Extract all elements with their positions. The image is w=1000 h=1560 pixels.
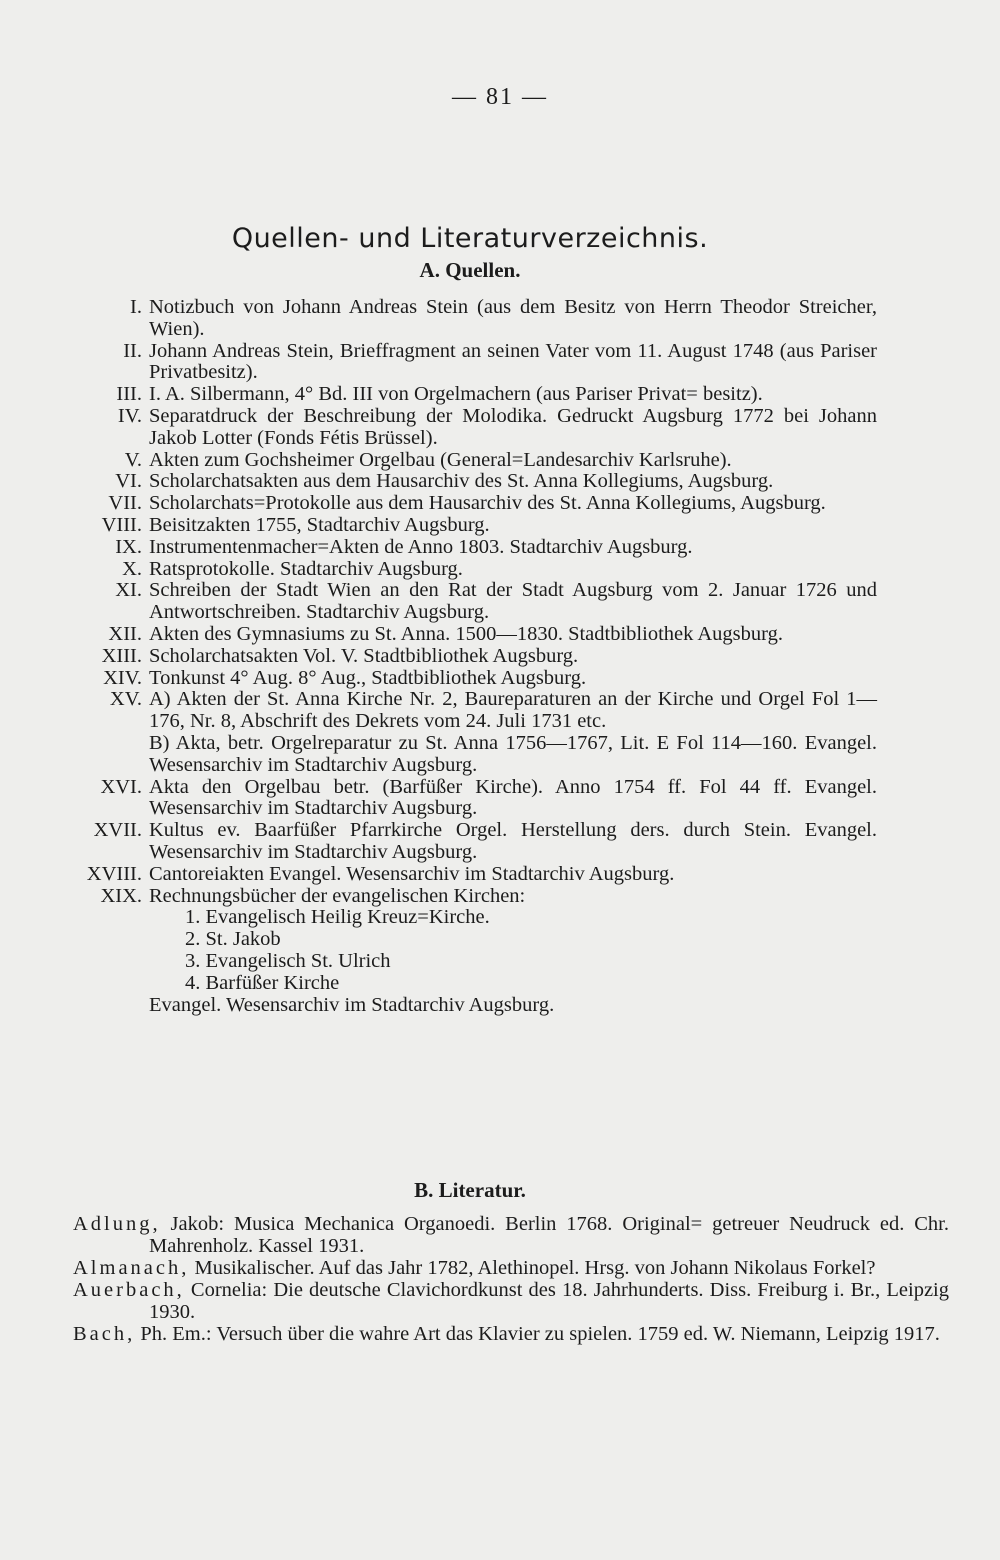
source-entry bbox=[0, 450, 877, 472]
source-entry bbox=[0, 886, 877, 1017]
source-text: Instrumentenmacher=Akten de Anno 1803. Stadtarchiv Augsburg. bbox=[149, 535, 693, 558]
source-entry bbox=[0, 471, 877, 493]
source-entry bbox=[0, 515, 877, 537]
source-text: Rechnungsbücher der evangelischen Kirchen: bbox=[149, 884, 526, 907]
section-heading-literature: B. Literatur. bbox=[414, 1178, 526, 1202]
source-entry bbox=[0, 341, 877, 385]
source-entry bbox=[0, 624, 877, 646]
source-number: XIX. bbox=[100, 884, 142, 907]
source-entry bbox=[0, 559, 877, 581]
source-number: XII. bbox=[108, 622, 142, 645]
source-number: XI. bbox=[115, 579, 142, 602]
source-subitem: 3. Evangelisch St. Ulrich bbox=[185, 949, 391, 972]
source-text: Kultus ev. Baarfüßer Pfarrkirche Orgel. Herstellung ders. durch Stein. Evangel. Wesensarchiv im Stadtarchiv Augsburg. bbox=[149, 819, 877, 863]
sources-list bbox=[0, 297, 1000, 1016]
literature-author: Almanach, bbox=[73, 1257, 190, 1279]
page-number: — 81 — bbox=[452, 84, 548, 110]
source-number: I. bbox=[130, 296, 142, 318]
source-number: XIV. bbox=[103, 666, 142, 689]
source-number: XVII. bbox=[93, 819, 142, 842]
source-entry bbox=[0, 646, 877, 668]
source-text: Scholarchatsakten Vol. V. Stadtbibliothek Augsburg. bbox=[149, 644, 579, 667]
source-number: XVIII. bbox=[86, 862, 142, 885]
source-text: Scholarchatsakten aus dem Hausarchiv des St. Anna Kollegiums, Augsburg. bbox=[149, 470, 774, 493]
literature-entry bbox=[73, 1213, 949, 1257]
literature-author: Adlung, bbox=[73, 1213, 161, 1235]
source-number: III. bbox=[116, 383, 142, 406]
source-text: Separatdruck der Beschreibung der Molodika. Gedruckt Augsburg 1772 bei Johann Jakob Lotter (Fonds Fétis Brüssel). bbox=[149, 404, 877, 449]
literature-text: Musikalischer. Auf das Jahr 1782, Alethinopel. Hrsg. von Johann Nikolaus Forkel? bbox=[189, 1257, 876, 1279]
source-entry bbox=[0, 537, 877, 559]
literature-text: Jakob: Musica Mechanica Organoedi. Berlin 1768. Original= getreuer Neudruck ed. Chr. Mahrenholz. Kassel 1931. bbox=[149, 1213, 949, 1257]
source-entry bbox=[0, 406, 877, 450]
source-text: Scholarchats=Protokolle aus dem Hausarchiv des St. Anna Kollegiums, Augsburg. bbox=[149, 492, 826, 515]
source-text: Beisitzakten 1755, Stadtarchiv Augsburg. bbox=[149, 513, 490, 536]
source-text: A) Akten der St. Anna Kirche Nr. 2, Baureparaturen an der Kirche und Orgel Fol 1—176, Nr. 8, Abschrift des Dekrets vom 24. Juli 1731 etc. bbox=[149, 688, 877, 733]
source-subitem: 1. Evangelisch Heilig Kreuz=Kirche. bbox=[185, 906, 490, 929]
source-number: IV. bbox=[117, 404, 142, 427]
source-number: V. bbox=[124, 448, 142, 471]
source-number: X. bbox=[122, 557, 142, 580]
source-number: XV. bbox=[109, 688, 142, 711]
literature-entry bbox=[73, 1279, 949, 1323]
source-number: II. bbox=[123, 339, 142, 362]
source-number: XIII. bbox=[101, 644, 142, 667]
source-text: Akta den Orgelbau betr. (Barfüßer Kirche). Anno 1754 ff. Fol 44 ff. Evangel. Wesensarchiv im Stadtarchiv Augsburg. bbox=[149, 775, 877, 820]
literature-entry bbox=[73, 1257, 949, 1279]
source-number: VIII. bbox=[101, 513, 142, 536]
source-entry bbox=[0, 668, 877, 690]
source-entry bbox=[0, 580, 877, 624]
source-text: Tonkunst 4° Aug. 8° Aug., Stadtbibliothek Augsburg. bbox=[149, 666, 587, 689]
page-title: Quellen- und Literaturverzeichnis. bbox=[231, 223, 709, 255]
source-entry bbox=[0, 689, 877, 776]
source-number: VI. bbox=[115, 470, 142, 493]
source-number: IX. bbox=[115, 535, 142, 558]
literature-text: Ph. Em.: Versuch über die wahre Art das Klavier zu spielen. 1759 ed. W. Niemann, Leipzig 1917. bbox=[135, 1323, 940, 1345]
source-entry bbox=[0, 864, 877, 886]
literature-author: Bach, bbox=[73, 1323, 136, 1345]
source-entry bbox=[0, 820, 877, 864]
source-entry bbox=[0, 297, 877, 341]
source-entry bbox=[0, 777, 877, 821]
source-footer: Evangel. Wesensarchiv im Stadtarchiv Augsburg. bbox=[149, 993, 555, 1016]
source-entry bbox=[0, 384, 877, 406]
source-text: Akten des Gymnasiums zu St. Anna. 1500—1830. Stadtbibliothek Augsburg. bbox=[149, 622, 783, 645]
source-text: Schreiben der Stadt Wien an den Rat der Stadt Augsburg vom 2. Januar 1726 und Antwortschreiben. Stadtarchiv Augsburg. bbox=[149, 579, 877, 624]
literature-author: Auerbach, bbox=[73, 1279, 185, 1301]
source-text: B) Akta, betr. Orgelreparatur zu St. Anna 1756—1767, Lit. E Fol 114—160. Evangel. Wesensarchiv im Stadtarchiv Augsburg. bbox=[149, 731, 877, 776]
literature-text: Cornelia: Die deutsche Clavichordkunst des 18. Jahrhunderts. Diss. Freiburg i. Br., Leipzig 1930. bbox=[149, 1279, 949, 1323]
source-number: VII. bbox=[108, 492, 142, 515]
source-text: Johann Andreas Stein, Brieffragment an seinen Vater vom 11. August 1748 (aus Pariser Privatbesitz). bbox=[149, 339, 877, 384]
source-number: XVI. bbox=[100, 775, 142, 798]
source-text: Ratsprotokolle. Stadtarchiv Augsburg. bbox=[149, 557, 463, 580]
literature-entry bbox=[73, 1323, 949, 1345]
source-text: Cantoreiakten Evangel. Wesensarchiv im Stadtarchiv Augsburg. bbox=[149, 862, 675, 885]
source-text: Notizbuch von Johann Andreas Stein (aus dem Besitz von Herrn Theodor Streicher, Wien). bbox=[149, 296, 877, 340]
section-heading-sources: A. Quellen. bbox=[419, 258, 521, 282]
source-subitem: 2. St. Jakob bbox=[185, 928, 281, 951]
source-subitem: 4. Barfüßer Kirche bbox=[185, 971, 340, 994]
source-text: Akten zum Gochsheimer Orgelbau (General=Landesarchiv Karlsruhe). bbox=[149, 448, 732, 471]
source-entry bbox=[0, 493, 877, 515]
source-text: I. A. Silbermann, 4° Bd. III von Orgelmachern (aus Pariser Privat= besitz). bbox=[149, 383, 763, 406]
literature-list bbox=[0, 1213, 1000, 1345]
